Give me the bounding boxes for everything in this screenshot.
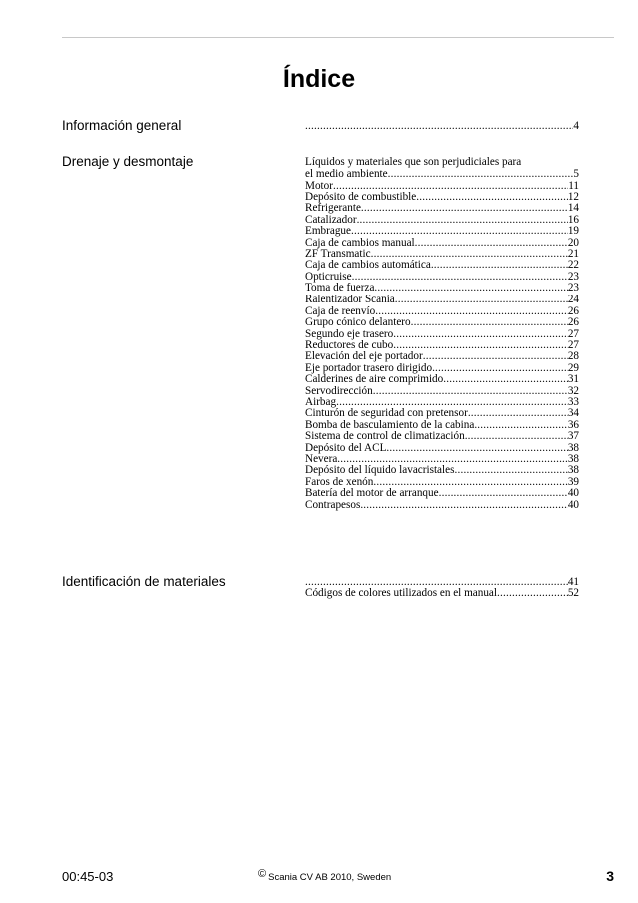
toc-entry-page: 29 <box>567 362 579 374</box>
toc-entry[interactable] <box>305 215 579 226</box>
toc-entry-page: 20 <box>567 237 579 249</box>
dot-leader <box>373 386 568 397</box>
toc-entry-title: Depósito del líquido lavacristales <box>305 465 455 477</box>
toc-entry[interactable] <box>305 306 579 317</box>
dot-leader <box>432 363 568 374</box>
dot-leader <box>337 454 568 465</box>
toc-entry[interactable] <box>305 588 579 599</box>
toc-entry-page: 23 <box>567 283 579 295</box>
dot-leader <box>333 181 568 192</box>
toc-entry[interactable] <box>305 226 579 237</box>
toc-entry-title-line1: Líquidos y materiales que son perjudiciales para <box>305 157 522 168</box>
dot-leader <box>360 500 568 511</box>
toc-entry[interactable] <box>305 363 579 374</box>
toc-entry-title: Batería del motor de arranque <box>305 488 439 500</box>
copyright-symbol: © <box>258 868 267 880</box>
dot-leader <box>415 238 568 249</box>
toc-entry[interactable] <box>305 431 579 442</box>
dot-leader <box>374 283 567 294</box>
toc-entry-title: Caja de cambios automática <box>305 260 431 272</box>
toc-entry[interactable] <box>305 420 579 431</box>
dot-leader <box>497 588 568 599</box>
toc-entry-title: el medio ambiente <box>305 167 388 180</box>
dot-leader <box>411 317 568 328</box>
toc-entry-title: ZF Transmatic <box>305 248 371 260</box>
toc-entry-page: 5 <box>573 167 579 180</box>
toc-entry-page: 27 <box>567 340 579 352</box>
dot-leader <box>373 477 567 488</box>
copyright-notice <box>258 868 392 883</box>
toc-entry-title: Contrapesos <box>305 499 361 511</box>
toc-entry-title: Grupo cónico delantero <box>305 317 411 329</box>
dot-leader <box>393 340 568 351</box>
dot-leader <box>416 192 568 203</box>
toc-entry-title: Faros de xenón <box>305 476 374 488</box>
toc-entry[interactable] <box>305 443 579 454</box>
toc-entry-title: Segundo eje trasero <box>305 328 394 340</box>
dot-leader <box>375 306 568 317</box>
toc-entry-title: Eje portador trasero dirigido <box>305 362 433 374</box>
toc-entry-title: Reductores de cubo <box>305 340 394 352</box>
toc-entry[interactable] <box>305 260 579 271</box>
toc-entry[interactable] <box>305 157 579 181</box>
toc-entry[interactable] <box>305 488 579 499</box>
dot-leader <box>395 295 568 306</box>
toc-entry-page: 14 <box>567 203 579 215</box>
toc-entry-title: Toma de fuerza <box>305 283 375 295</box>
toc-entry-page: 31 <box>567 374 579 386</box>
dot-leader <box>465 431 568 442</box>
toc-entry-title: Catalizador <box>305 214 357 226</box>
toc-entry-title: Bomba de basculamiento de la cabina <box>305 419 475 431</box>
toc-entry-page: 24 <box>567 294 579 306</box>
dot-leader <box>431 260 568 271</box>
toc-entry-page: 16 <box>567 214 579 226</box>
dot-leader <box>351 226 568 237</box>
toc-entry-page: 28 <box>567 351 579 363</box>
toc-entry-page: 23 <box>567 271 579 283</box>
toc-entry-page: 27 <box>567 328 579 340</box>
toc-entry-page: 36 <box>567 419 579 431</box>
dot-leader <box>454 465 567 476</box>
dot-leader <box>443 374 568 385</box>
dot-leader <box>371 249 568 260</box>
section-label: Información general <box>62 118 182 133</box>
toc-entry-page: 38 <box>567 465 579 477</box>
dot-leader <box>468 408 568 419</box>
toc-entry-title: Caja de cambios manual <box>305 237 415 249</box>
dot-leader <box>361 203 568 214</box>
toc-entry-title: Servodirección <box>305 385 373 397</box>
page-title: Índice <box>282 65 356 93</box>
toc-entry[interactable] <box>305 454 579 465</box>
toc-entry-list <box>305 577 579 600</box>
toc-entry[interactable] <box>305 295 579 306</box>
toc-entry[interactable] <box>305 408 579 419</box>
toc-entry-title: Elevación del eje portador <box>305 351 423 363</box>
toc-entry-page: 26 <box>567 317 579 329</box>
dot-leader <box>393 329 568 340</box>
toc-entry-list <box>305 121 579 132</box>
dot-leader <box>439 488 568 499</box>
toc-entry-page: 19 <box>567 226 579 238</box>
dot-leader <box>474 420 568 431</box>
toc-entry[interactable] <box>305 203 579 214</box>
toc-entry-title: Motor <box>305 180 333 192</box>
toc-entry-title: Nevera <box>305 453 338 465</box>
dot-leader <box>305 121 573 132</box>
toc-entry-page: 34 <box>567 408 579 420</box>
document-number: 00:45-03 <box>62 869 114 884</box>
header-rule <box>62 37 614 38</box>
toc-entry-list <box>305 157 579 511</box>
section-label: Identificación de materiales <box>62 574 226 589</box>
dot-leader <box>336 397 568 408</box>
toc-entry[interactable] <box>305 477 579 488</box>
toc-entry-page: 41 <box>567 577 579 588</box>
toc-entry-page: 26 <box>567 305 579 317</box>
toc-entry-page: 12 <box>567 191 579 203</box>
toc-entry[interactable] <box>305 272 579 283</box>
toc-entry-title: Cinturón de seguridad con pretensor <box>305 408 468 420</box>
toc-entry-page: 22 <box>567 260 579 272</box>
toc-entry[interactable] <box>305 500 579 511</box>
toc-entry[interactable] <box>305 465 579 476</box>
dot-leader <box>423 351 568 362</box>
dot-leader <box>357 215 568 226</box>
toc-entry-page: 38 <box>567 453 579 465</box>
dot-leader <box>388 169 574 181</box>
toc-entry-page: 32 <box>567 385 579 397</box>
toc-entry[interactable] <box>305 577 579 588</box>
toc-entry-page: 11 <box>568 180 579 192</box>
dot-leader <box>386 443 567 454</box>
section-label: Drenaje y desmontaje <box>62 154 194 169</box>
toc-entry[interactable] <box>305 397 579 408</box>
toc-entry-title: Ralentizador Scania <box>305 294 395 306</box>
toc-entry-page: 40 <box>567 488 579 500</box>
toc-entry-page: 39 <box>567 476 579 488</box>
copyright-text: Scania CV AB 2010, Sweden <box>268 872 392 883</box>
toc-entry[interactable] <box>305 340 579 351</box>
toc-entry[interactable] <box>305 283 579 294</box>
toc-entry[interactable] <box>305 374 579 385</box>
toc-entry-title: Calderines de aire comprimido <box>305 374 444 386</box>
toc-entry-title: Refrigerante <box>305 203 361 215</box>
toc-entry-page: 21 <box>567 248 579 260</box>
toc-entry-page: 38 <box>567 442 579 454</box>
toc-entry[interactable] <box>305 192 579 203</box>
toc-entry[interactable] <box>305 386 579 397</box>
toc-entry-title: Embrague <box>305 226 351 238</box>
toc-entry[interactable] <box>305 351 579 362</box>
toc-entry[interactable] <box>305 121 579 132</box>
toc-entry-title: Depósito de combustible <box>305 191 417 203</box>
toc-entry-title: Opticruise <box>305 271 352 283</box>
toc-entry-page: 4 <box>573 121 579 132</box>
dot-leader <box>352 272 568 283</box>
toc-entry-title: Sistema de control de climatización <box>305 431 465 443</box>
toc-entry[interactable] <box>305 317 579 328</box>
toc-entry-title: Caja de reenvío <box>305 305 376 317</box>
dot-leader <box>305 577 568 588</box>
page-number: 3 <box>606 868 614 884</box>
toc-entry-title: Airbag <box>305 397 337 408</box>
toc-entry-page: 33 <box>567 397 579 408</box>
toc-entry-page: 37 <box>567 431 579 443</box>
toc-entry-title: Depósito del ACL <box>305 442 387 454</box>
toc-entry[interactable] <box>305 238 579 249</box>
toc-entry[interactable] <box>305 329 579 340</box>
toc-entry[interactable] <box>305 181 579 192</box>
toc-entry-page: 52 <box>567 588 579 600</box>
toc-entry-title: Códigos de colores utilizados en el manual <box>305 588 498 600</box>
toc-entry-page: 40 <box>567 499 579 511</box>
toc-entry[interactable] <box>305 249 579 260</box>
